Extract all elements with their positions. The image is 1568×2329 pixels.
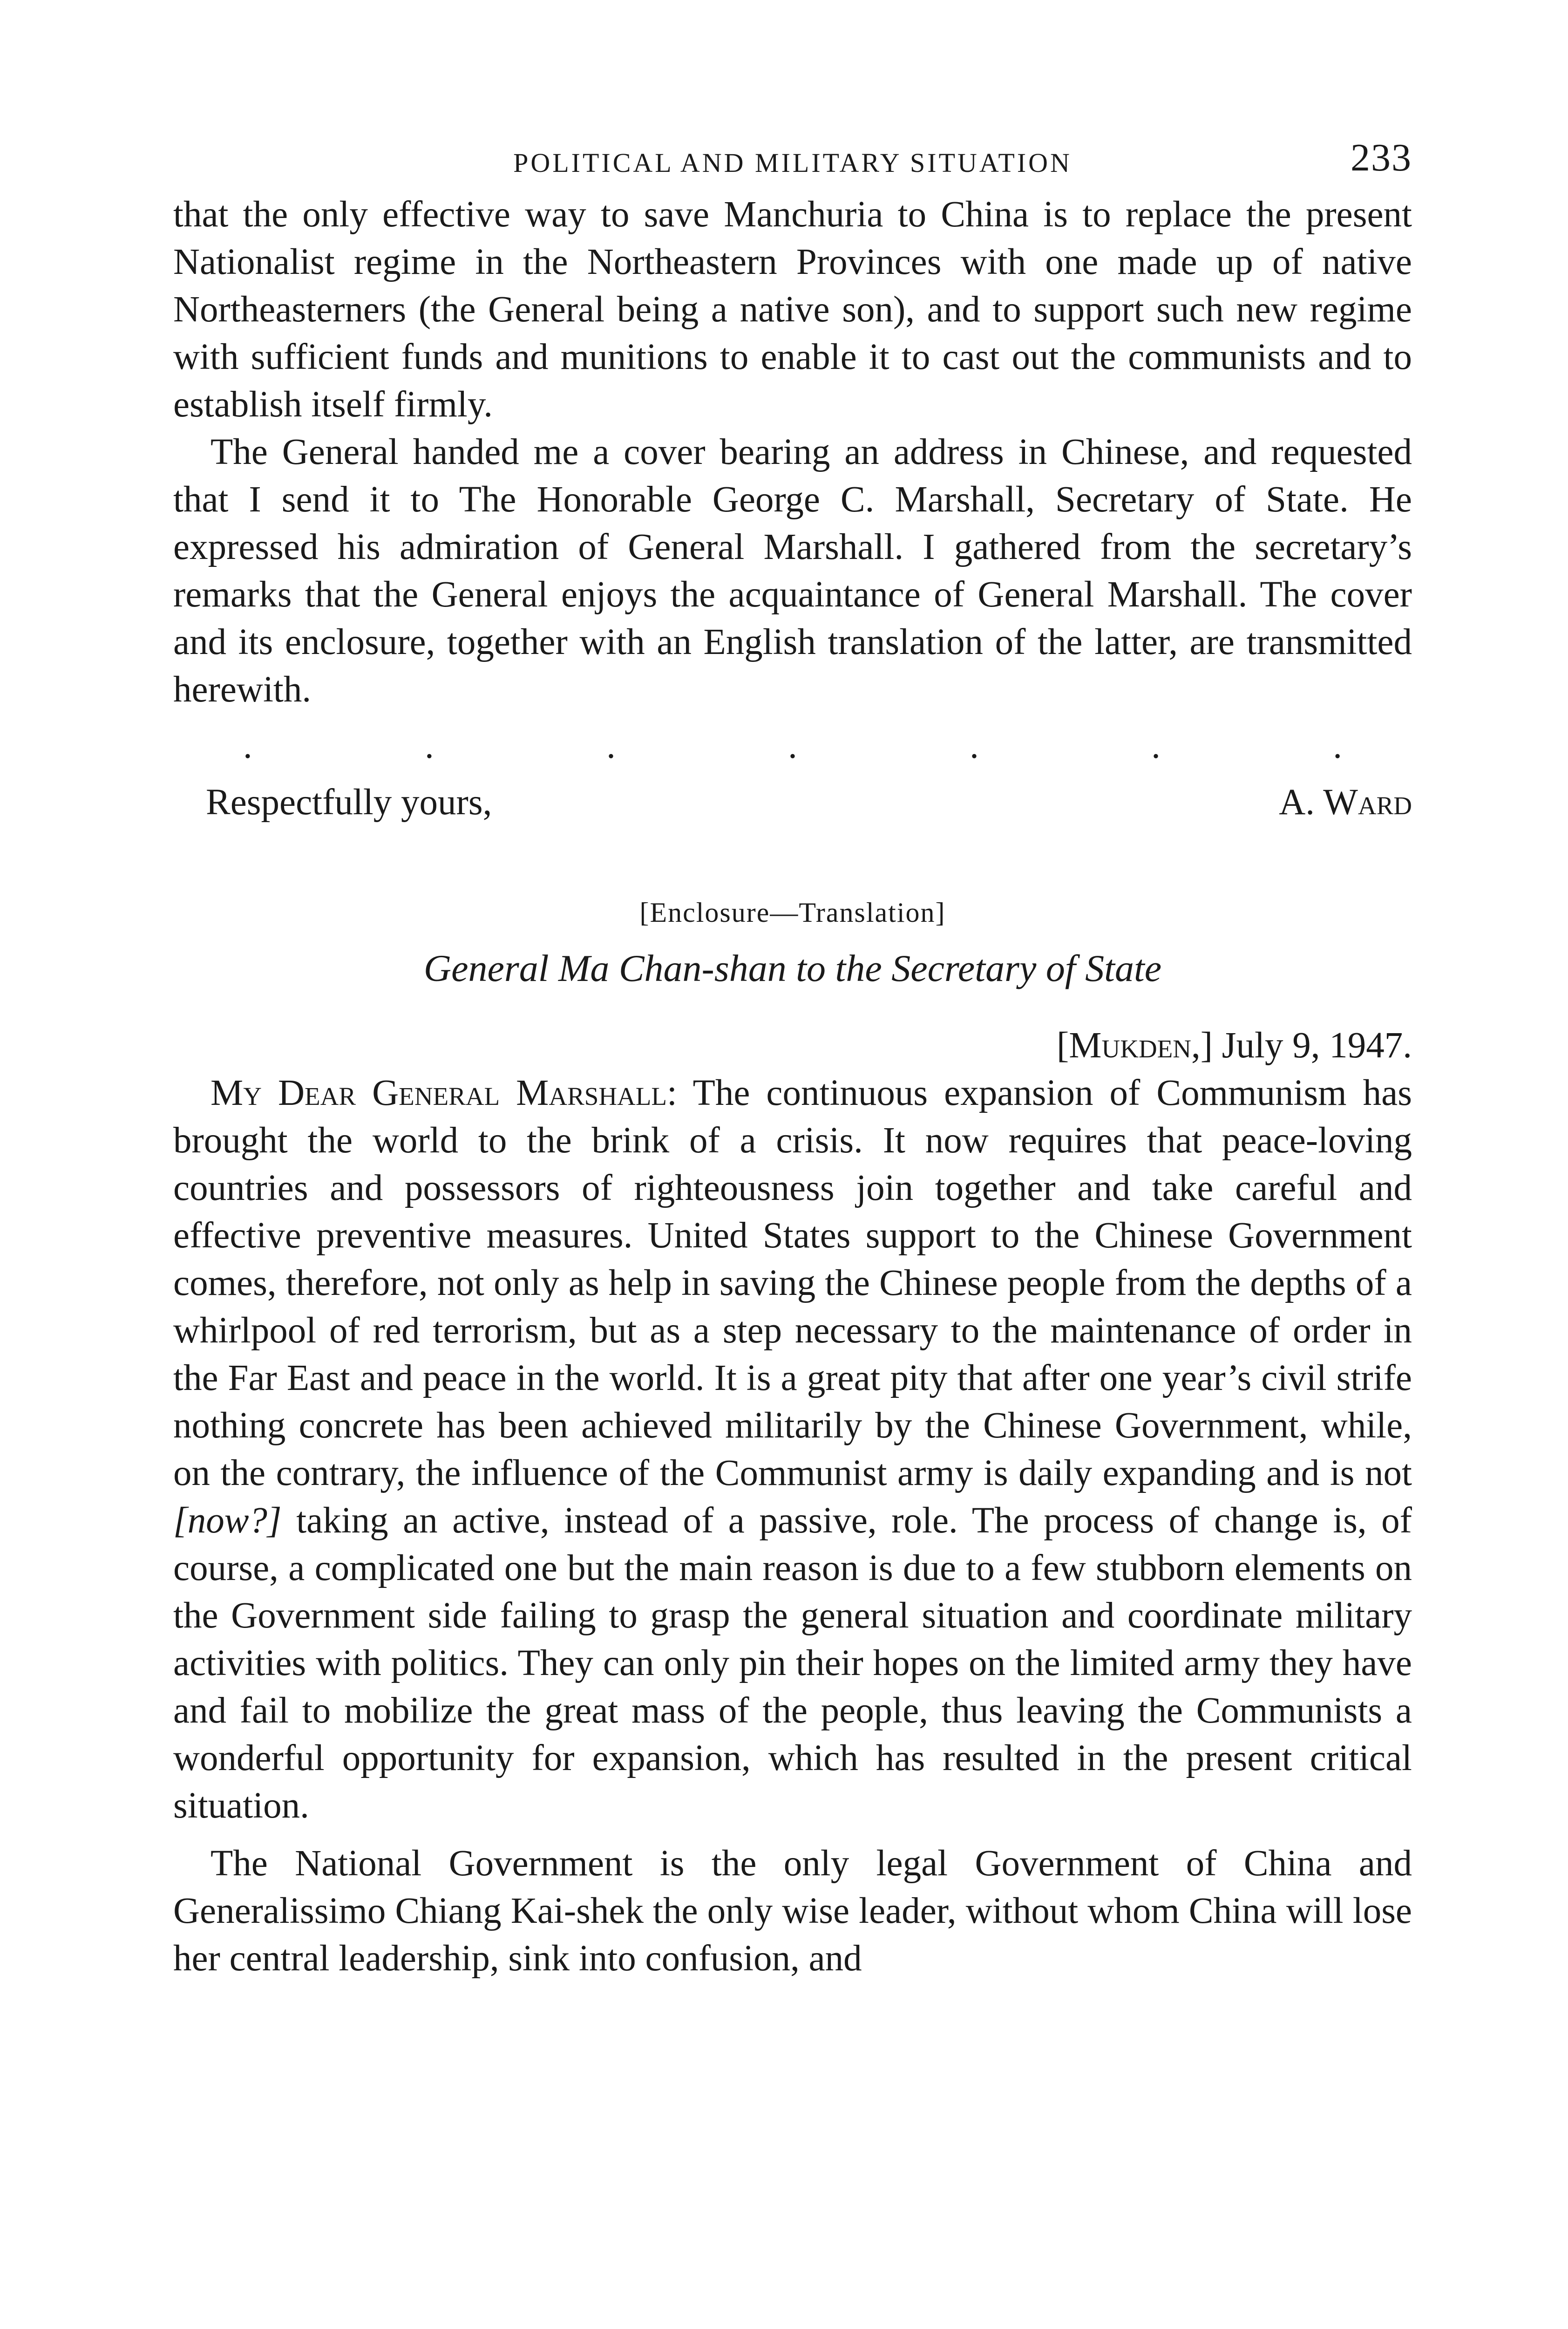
closing-phrase: Respectfully yours,: [206, 782, 492, 823]
document-page: [173, 136, 1412, 1982]
letter-paragraph-1-text: The continuous expansion of Communism has brought the world to the brink of a crisis. It now requires that peace-loving countries and possessors of righteousness join together and take careful and effective preventive measures. United States support to the Chinese Government comes, therefore, not only as help in saving the Chinese people from the depths of a whirlpool of red terrorism, but as a step necessary to the maintenance of order in the Far East and peace in the world. It is a great pity that after one year’s civil strife nothing concrete has been achieved militarily by the Chinese Government, while, on the contrary, the influence of the Communist army is daily expanding and is not: [173, 1073, 1412, 1493]
running-title: POLITICAL AND MILITARY SITUATION: [513, 148, 1072, 178]
letter-paragraph-2: The National Government is the only legal Government of China and Generalissimo Chiang Kai-shek the only wise leader, without whom China will lose her central leadership, sink into confusion, and: [173, 1843, 1412, 1979]
salutation-colon: :: [666, 1073, 677, 1113]
letter-paragraph-1-rest: taking an active, instead of a passive, role. The process of change is, of course, a complicated one but the main reason is due to a few stubborn elements on the Government side failing to grasp the general situation and coordinate military activities with politics. They can only pin their hopes on the limited army they have and fail to mobilize the great mass of the people, thus leaving the Communists a wonderful opportunity for expansion, which has resulted in the present critical situation.: [173, 1500, 1412, 1826]
dateline: [173, 1022, 1412, 1069]
page-number: 233: [1351, 136, 1412, 179]
ellipsis-dots: [173, 714, 1412, 765]
ellipsis-dot: .: [425, 726, 434, 766]
dateline-place: [Mukden,]: [1056, 1025, 1213, 1066]
ellipsis-dot: .: [788, 726, 797, 766]
ellipsis-dot: .: [243, 726, 252, 766]
ellipsis-dot: .: [970, 726, 979, 766]
body-paragraph-1: that the only effective way to save Manchuria to China is to replace the present Nationalist regime in the Northeastern Provinces with one made up of native Northeasterners (the General being a native son), and to support such new regime with sufficient funds and munitions to enable it to cast out the communists and to establish itself firmly.: [173, 194, 1412, 425]
ellipsis-dot: .: [1333, 726, 1342, 766]
running-header: [173, 136, 1412, 191]
letter-signoff: [173, 779, 1412, 826]
enclosure-title: General Ma Chan-shan to the Secretary of State: [423, 947, 1162, 989]
editorial-bracket: [now?]: [173, 1500, 282, 1541]
salutation: My Dear General Marshall: [210, 1073, 667, 1113]
body-paragraph-2: The General handed me a cover bearing an address in Chinese, and requested that I send it to The Honorable George C. Marshall, Secretary of State. He expressed his admiration of General Marshall. I gathered from the secretary’s remarks that the General enjoys the acquaintance of General Marshall. The cover and its enclosure, together with an English translation of the latter, are transmitted herewith.: [173, 432, 1412, 710]
dateline-date: July 9, 1947.: [1222, 1025, 1412, 1066]
ellipsis-dot: .: [606, 726, 616, 766]
enclosure-label: [Enclosure—Translation]: [639, 897, 946, 928]
letter-paragraph-1: [173, 1069, 1412, 1830]
signature: A. Ward: [1279, 782, 1412, 823]
ellipsis-dot: .: [1151, 726, 1161, 766]
